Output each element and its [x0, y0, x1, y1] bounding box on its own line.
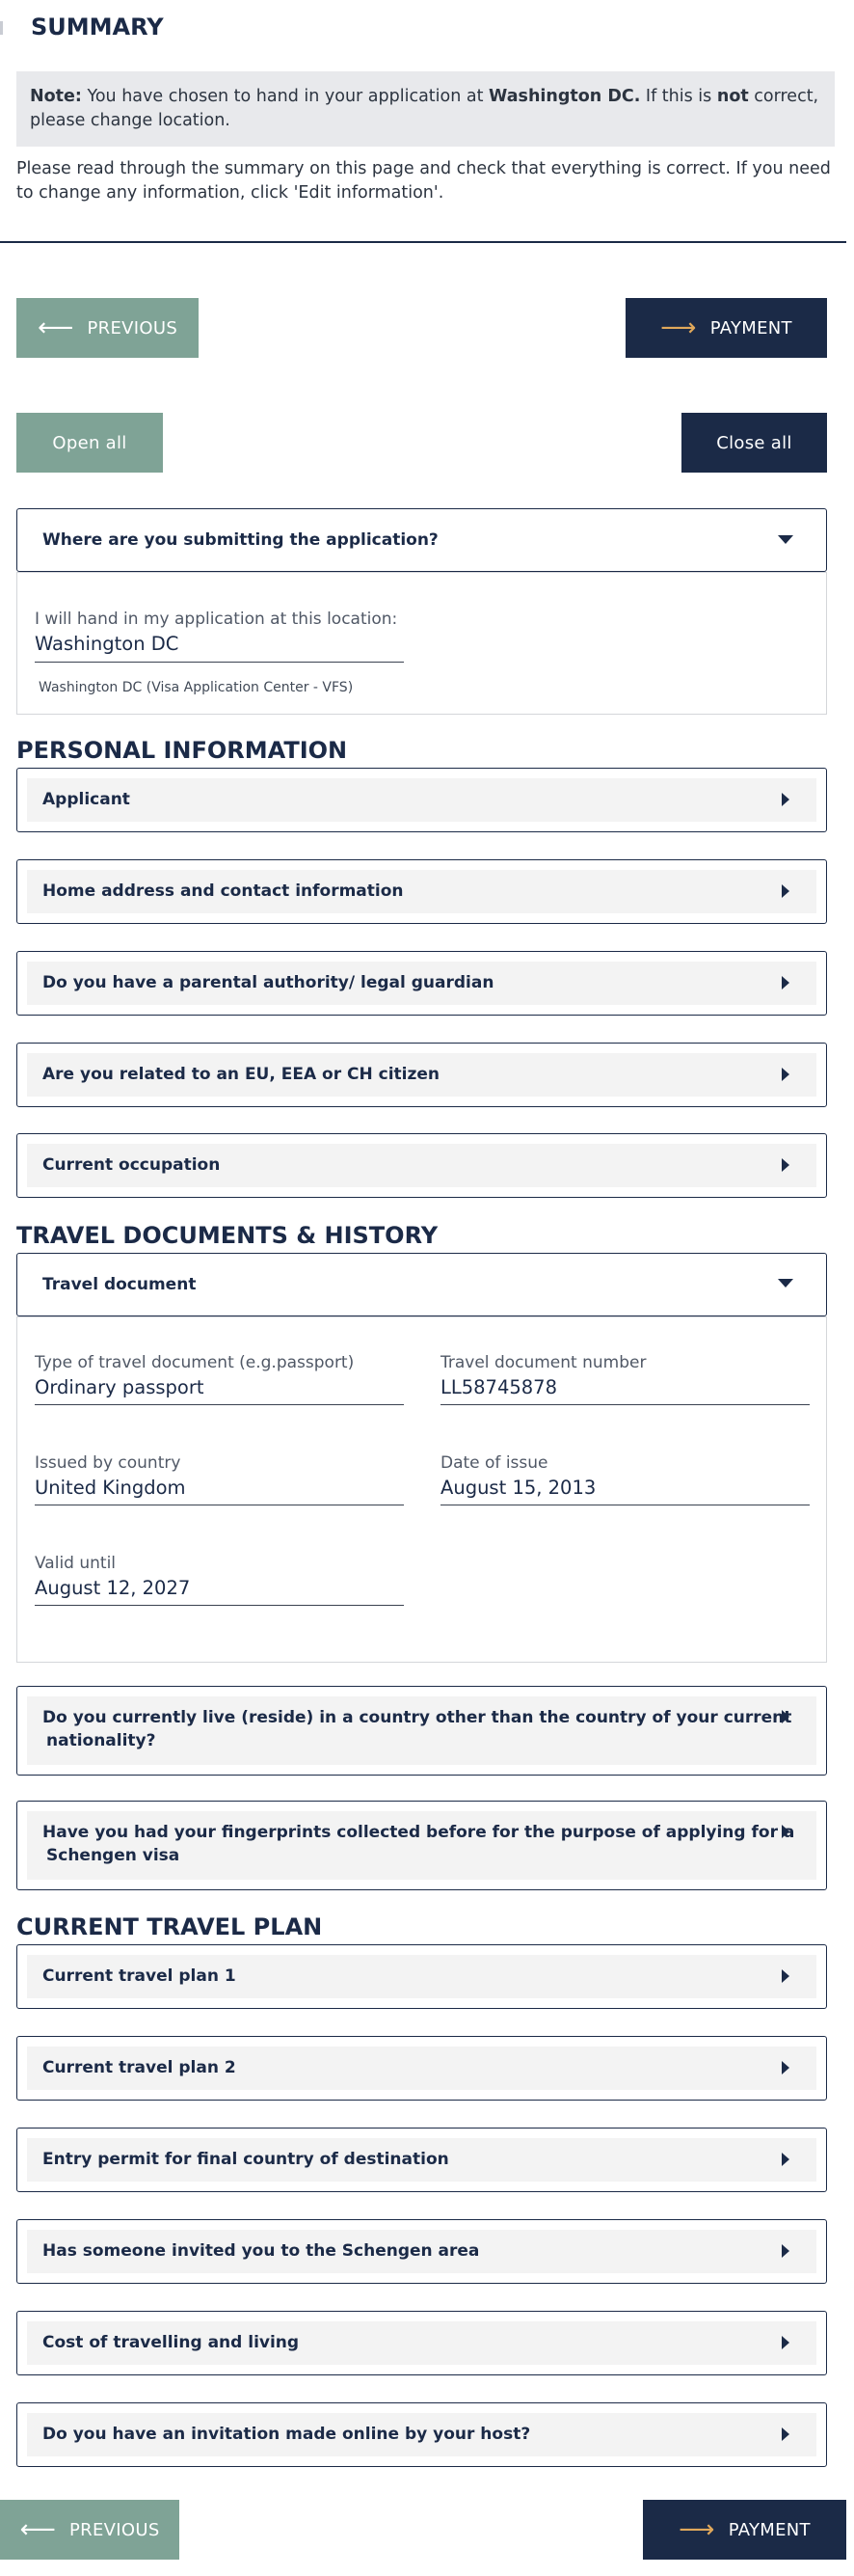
- caret-right-icon: [782, 1825, 789, 1838]
- note-not: not: [716, 87, 749, 106]
- close-all-label: Close all: [716, 432, 792, 453]
- personal-information-heading: PERSONAL INFORMATION: [16, 737, 348, 764]
- panel-eu-relation[interactable]: [16, 1043, 827, 1107]
- arrow-left-icon: ⟵: [19, 2515, 57, 2544]
- previous-button-bottom[interactable]: [0, 2500, 179, 2560]
- panel-occupation[interactable]: [16, 1133, 827, 1198]
- panel-travel-plan-2-label: Current travel plan 2: [42, 2058, 236, 2077]
- panel-travel-plan-1[interactable]: [16, 1944, 827, 2009]
- caret-right-icon: [782, 976, 789, 990]
- previous-label: PREVIOUS: [87, 317, 178, 339]
- panel-occupation-label: Current occupation: [42, 1155, 221, 1175]
- note-location: Washington DC.: [489, 87, 641, 106]
- open-all-label: Open all: [52, 432, 127, 453]
- panel-applicant-label: Applicant: [42, 790, 130, 809]
- panel-entry-permit[interactable]: [16, 2128, 827, 2192]
- caret-right-icon: [782, 1158, 789, 1172]
- issuing-country-value: United Kingdom: [35, 1477, 186, 1499]
- caret-right-icon: [782, 1068, 789, 1081]
- caret-down-icon: [778, 1279, 793, 1288]
- caret-right-icon: [782, 793, 789, 806]
- travel-document-title: Travel document: [42, 1275, 197, 1294]
- previous-button[interactable]: [16, 298, 199, 358]
- panel-travel-costs-label: Cost of travelling and living: [42, 2333, 300, 2352]
- panel-online-invitation-label: Do you have an invitation made online by your host?: [42, 2425, 531, 2444]
- panel-home-address[interactable]: [16, 859, 827, 924]
- submission-panel-header[interactable]: [16, 508, 827, 572]
- doc-type-value: Ordinary passport: [35, 1376, 204, 1398]
- valid-until-label: Valid until: [35, 1554, 117, 1573]
- submission-field-label: I will hand in my application at this location:: [35, 610, 398, 629]
- caret-right-icon: [782, 1969, 789, 1983]
- caret-right-icon: [782, 2061, 789, 2074]
- panel-invitation[interactable]: [16, 2219, 827, 2284]
- caret-right-icon: [782, 2244, 789, 2258]
- panel-residence-question[interactable]: [16, 1686, 827, 1776]
- title-edge-marker: [0, 21, 3, 35]
- panel-fingerprints-question[interactable]: [16, 1801, 827, 1890]
- panel-residence-line-1: Do you currently live (reside) in a country other than the country of your current: [42, 1708, 792, 1727]
- note-label: Note:: [30, 87, 82, 106]
- submission-question: Where are you submitting the application?: [42, 530, 439, 550]
- panel-travel-plan-2[interactable]: [16, 2036, 827, 2101]
- panel-fingerprints-line-1: Have you had your fingerprints collected before for the purpose of applying for a: [42, 1823, 795, 1842]
- panel-entry-permit-label: Entry permit for final country of destination: [42, 2150, 449, 2169]
- note-text-1: You have chosen to hand in your application at: [81, 87, 490, 106]
- location-note: [16, 71, 835, 147]
- panel-applicant[interactable]: [16, 768, 827, 832]
- intro-text: Please read through the summary on this page and check that everything is correct. If you need to change any information, click 'Edit information'.: [16, 159, 831, 203]
- travel-document-panel-header[interactable]: [16, 1253, 827, 1316]
- panel-residence-line-2: nationality?: [46, 1731, 156, 1750]
- issue-date-label: Date of issue: [440, 1453, 548, 1473]
- panel-eu-relation-label: Are you related to an EU, EEA or CH citizen: [42, 1065, 440, 1084]
- panel-guardian-label: Do you have a parental authority/ legal guardian: [42, 973, 494, 992]
- panel-home-address-label: Home address and contact information: [42, 881, 404, 901]
- caret-right-icon: [782, 2153, 789, 2166]
- note-text-2: If this is: [640, 87, 717, 106]
- arrow-right-icon: ⟶: [660, 313, 697, 342]
- payment-button-bottom[interactable]: [643, 2500, 846, 2560]
- panel-travel-plan-1-label: Current travel plan 1: [42, 1966, 236, 1986]
- panel-travel-costs[interactable]: [16, 2311, 827, 2375]
- caret-right-icon: [782, 2427, 789, 2441]
- doc-number-label: Travel document number: [440, 1353, 647, 1372]
- note-text-3: correct, please change location.: [30, 87, 819, 130]
- panel-online-invitation[interactable]: [16, 2402, 827, 2467]
- doc-number-underline: [440, 1404, 810, 1405]
- arrow-left-icon: ⟵: [37, 313, 74, 342]
- panel-invitation-label: Has someone invited you to the Schengen area: [42, 2241, 480, 2261]
- payment-label-bottom: PAYMENT: [728, 2519, 811, 2540]
- previous-label-bottom: PREVIOUS: [69, 2519, 160, 2540]
- divider: [0, 241, 846, 243]
- current-travel-plan-heading: CURRENT TRAVEL PLAN: [16, 1913, 323, 1940]
- caret-right-icon: [782, 2336, 789, 2349]
- caret-down-icon: [778, 535, 793, 544]
- open-all-button[interactable]: [16, 413, 163, 473]
- submission-center: Washington DC (Visa Application Center - VFS): [39, 680, 354, 695]
- caret-right-icon: [782, 884, 789, 898]
- close-all-button[interactable]: [681, 413, 827, 473]
- doc-type-underline: [35, 1404, 404, 1405]
- issue-date-value: August 15, 2013: [440, 1477, 597, 1499]
- payment-label: PAYMENT: [709, 317, 792, 339]
- travel-documents-heading: TRAVEL DOCUMENTS & HISTORY: [16, 1222, 439, 1249]
- valid-until-value: August 12, 2027: [35, 1577, 191, 1599]
- issuing-country-label: Issued by country: [35, 1453, 181, 1473]
- caret-right-icon: [782, 1710, 789, 1723]
- page-title: SUMMARY: [31, 14, 164, 41]
- valid-until-underline: [35, 1605, 404, 1606]
- doc-type-label: Type of travel document (e.g.passport): [35, 1353, 355, 1372]
- payment-button[interactable]: [626, 298, 827, 358]
- doc-number-value: LL58745878: [440, 1376, 557, 1398]
- arrow-right-icon: ⟶: [679, 2515, 715, 2544]
- panel-fingerprints-line-2: Schengen visa: [46, 1846, 180, 1865]
- panel-guardian[interactable]: [16, 951, 827, 1016]
- submission-field-value: Washington DC: [35, 633, 179, 655]
- submission-field-underline: [35, 662, 404, 663]
